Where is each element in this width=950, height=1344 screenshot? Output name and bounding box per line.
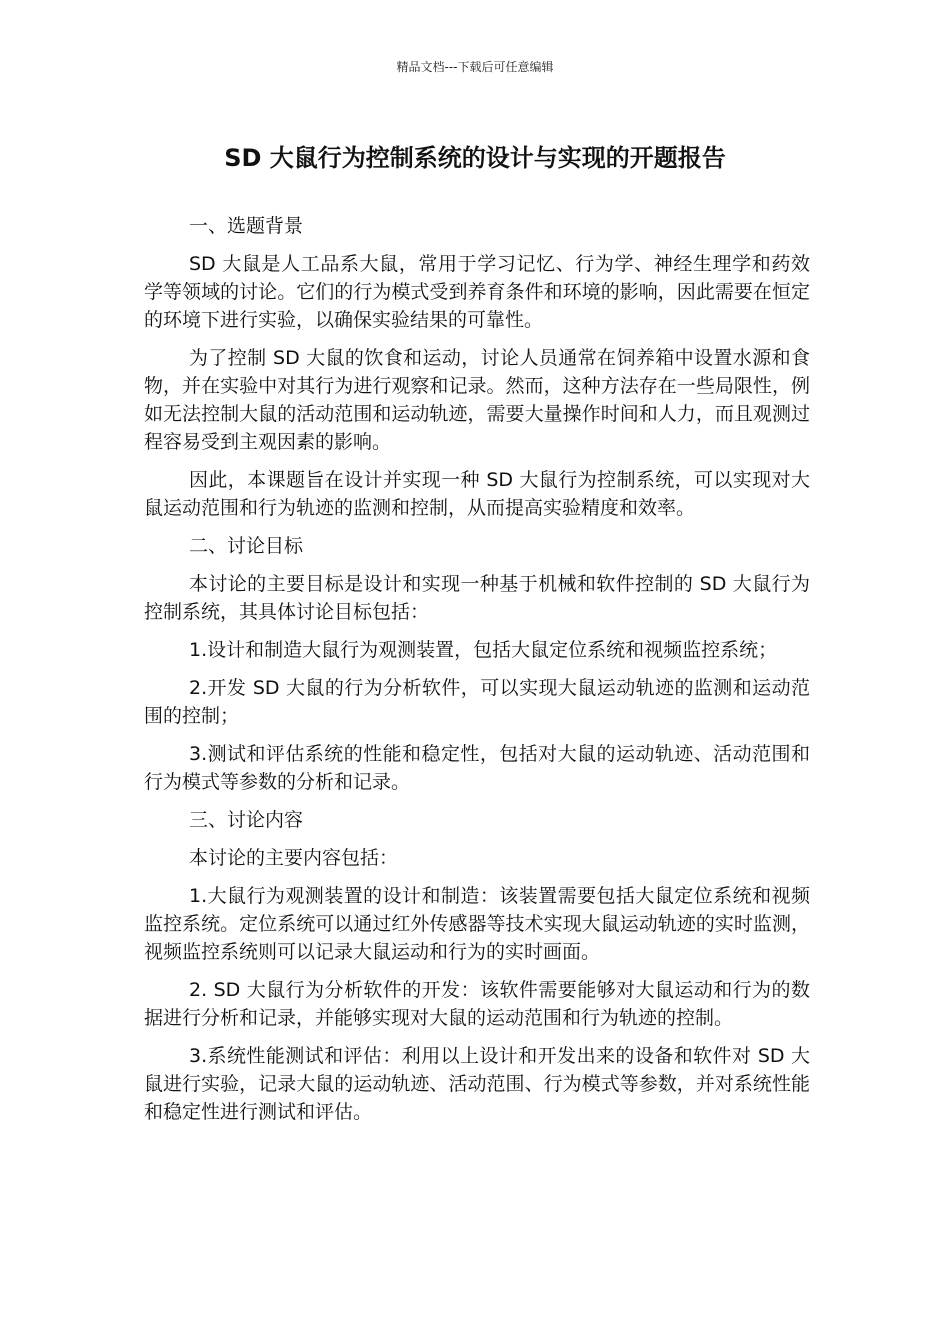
header-note: 精品文档---下载后可任意编辑 — [396, 60, 554, 74]
paragraph: SD 大鼠是人工品系大鼠，常用于学习记忆、行为学、神经生理学和药效学等领域的讨论。它们的行为模式受到养育条件和环境的影响，因此需要在恒定的环境下进行实验，以确保实验结果的可靠性。 — [144, 253, 810, 331]
section-heading-content: 三、讨论内容 — [189, 809, 304, 831]
list-item: 3.测试和评估系统的性能和稳定性，包括对大鼠的运动轨迹、活动范围和行为模式等参数的分析和记录。 — [144, 743, 810, 793]
list-item: 2.开发 SD 大鼠的行为分析软件，可以实现大鼠运动轨迹的监测和运动范围的控制； — [144, 677, 810, 727]
paragraph: 为了控制 SD 大鼠的饮食和运动，讨论人员通常在饲养箱中设置水源和食物，并在实验中对其行为进行观察和记录。然而，这种方法存在一些局限性，例如无法控制大鼠的活动范围和运动轨迹，需要大量操作时间和人力，而且观测过程容易受到主观因素的影响。 — [144, 347, 810, 453]
section-heading-background: 一、选题背景 — [189, 215, 304, 237]
document-title: SD 大鼠行为控制系统的设计与实现的开题报告 — [224, 144, 726, 172]
document-body — [144, 212, 810, 1136]
paragraph: 本讨论的主要内容包括： — [189, 847, 399, 869]
paragraph: 因此，本课题旨在设计并实现一种 SD 大鼠行为控制系统，可以实现对大鼠运动范围和行为轨迹的监测和控制，从而提高实验精度和效率。 — [144, 469, 810, 519]
list-item: 3.系统性能测试和评估：利用以上设计和开发出来的设备和软件对 SD 大鼠进行实验，记录大鼠的运动轨迹、活动范围、行为模式等参数，并对系统性能和稳定性进行测试和评估。 — [144, 1045, 810, 1123]
section-heading-goals: 二、讨论目标 — [189, 535, 304, 557]
list-item: 2. SD 大鼠行为分析软件的开发：该软件需要能够对大鼠运动和行为的数据进行分析和记录，并能够实现对大鼠的运动范围和行为轨迹的控制。 — [144, 979, 810, 1029]
list-item: 1.设计和制造大鼠行为观测装置，包括大鼠定位系统和视频监控系统； — [189, 639, 778, 661]
paragraph: 本讨论的主要目标是设计和实现一种基于机械和软件控制的 SD 大鼠行为控制系统，其具体讨论目标包括： — [144, 573, 810, 623]
list-item: 1.大鼠行为观测装置的设计和制造：该装置需要包括大鼠定位系统和视频监控系统。定位系统可以通过红外传感器等技术实现大鼠运动轨迹的实时监测，视频监控系统则可以记录大鼠运动和行为的实时画面。 — [144, 885, 810, 963]
